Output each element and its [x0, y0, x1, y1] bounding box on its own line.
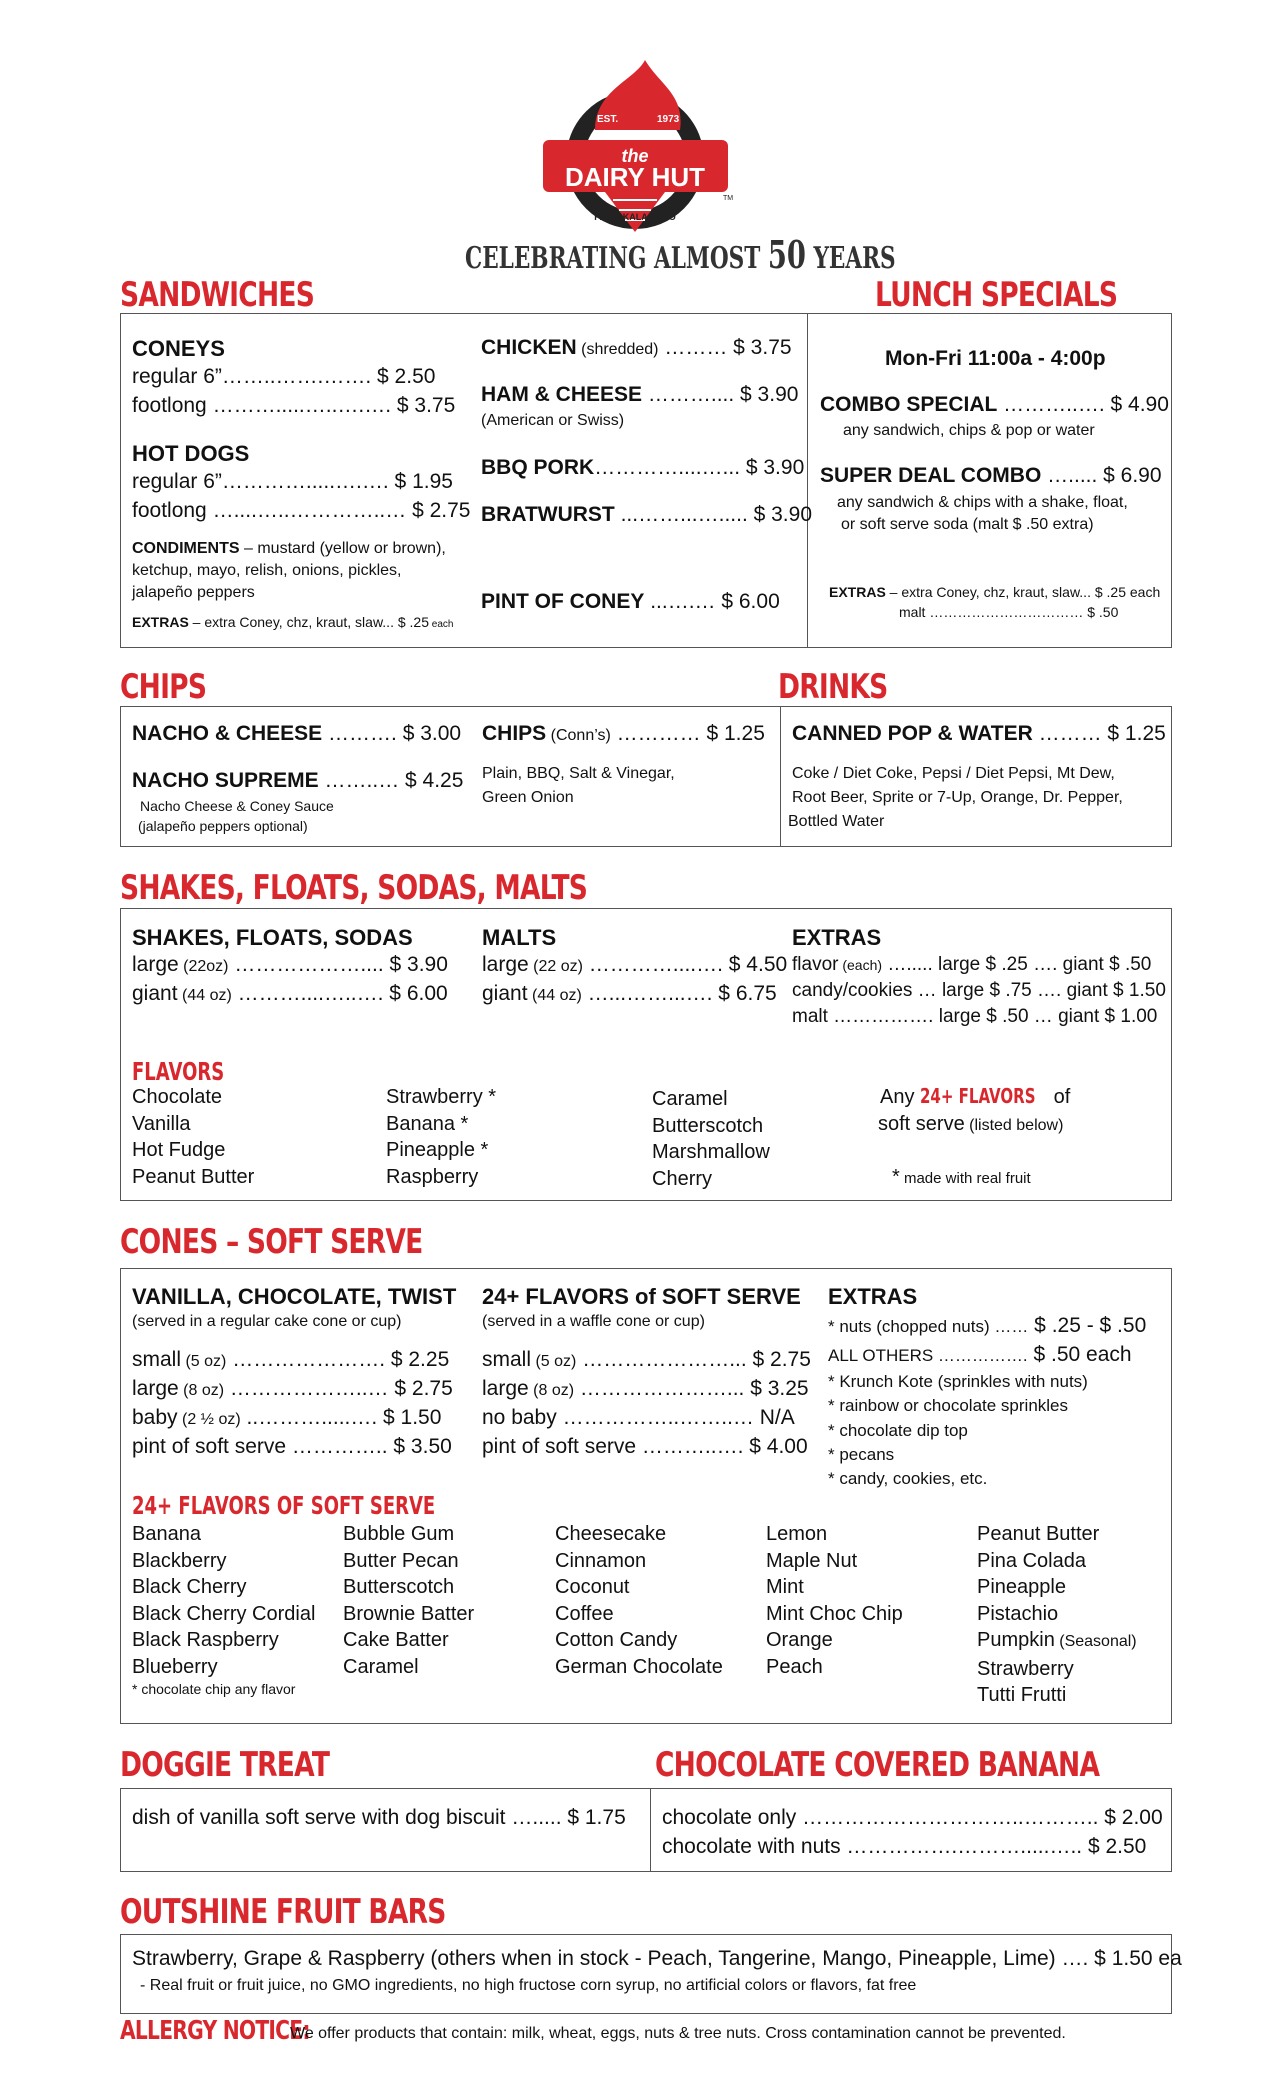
pint-of-coney: PINT OF CONEY ...….… $ 6.00 — [481, 590, 780, 613]
divider — [650, 1788, 651, 1872]
list-item: Pineapple — [977, 1576, 1066, 1598]
flavor-column-3 — [652, 1086, 770, 1192]
list-item: * candy, cookies, etc. — [828, 1469, 988, 1489]
dairy-hut-logo — [535, 60, 740, 238]
list-item: Peanut Butter — [132, 1165, 255, 1188]
f24-large: large (8 oz) …………………... $ 3.25 — [482, 1377, 809, 1400]
tagline: CELEBRATING ALMOST 50 YEARS — [465, 232, 896, 277]
cone-extras-title: EXTRAS — [828, 1284, 918, 1309]
vct-small: small (5 oz) …………………. $ 2.25 — [132, 1348, 450, 1371]
vct-large: large (8 oz) ………………..… $ 2.75 — [132, 1377, 453, 1400]
soft-serve-column-5 — [977, 1521, 1137, 1709]
f24-title: 24+ FLAVORS of SOFT SERVE — [482, 1284, 801, 1309]
svg-text:1973: 1973 — [657, 114, 680, 125]
list-item: Cherry — [652, 1167, 713, 1190]
condiments: CONDIMENTS – mustard (yellow or brown), ketchup, mayo, relish, onions, pickles, jalapeño peppers — [132, 540, 446, 601]
ham-cheese: HAM & CHEESE ……….... $ 3.90 — [481, 383, 799, 406]
list-item: Blueberry — [132, 1655, 218, 1678]
list-item: Orange — [766, 1629, 833, 1651]
list-item: Coffee — [555, 1602, 614, 1625]
combo-note: any sandwich, chips & pop or water — [843, 422, 1095, 439]
list-item: Strawberry * — [386, 1086, 497, 1108]
hotdog-footlong: footlong …....…..…………..… $ 2.75 — [132, 499, 471, 522]
f24-note: (served in a waffle cone or cup) — [482, 1313, 705, 1330]
list-item: Caramel — [343, 1655, 419, 1678]
vct-note: (served in a regular cake cone or cup) — [132, 1313, 402, 1330]
list-item: Pineapple * — [386, 1139, 489, 1161]
svg-text:EST.: EST. — [597, 114, 619, 125]
shake-large: large (22oz) ……………….... $ 3.90 — [132, 953, 448, 976]
list-item: Blackberry — [132, 1549, 227, 1572]
list-item: Peanut Butter — [977, 1523, 1100, 1545]
list-item: * Krunch Kote (sprinkles with nuts) — [828, 1372, 1088, 1391]
list-item: Banana * — [386, 1112, 469, 1135]
ham-note: (American or Swiss) — [481, 412, 625, 429]
f24-pint: pint of soft serve ………..…. $ 4.00 — [482, 1435, 808, 1458]
nacho-cheese: NACHO & CHEESE ………. $ 3.00 — [132, 722, 462, 745]
list-item: Mint Choc Chip — [766, 1602, 903, 1625]
doggie-treat-heading: DOGGIE TREAT — [120, 1745, 330, 1785]
flavor-column-2 — [386, 1084, 496, 1190]
shakes-floats-sodas: SHAKES, FLOATS, SODAS — [132, 925, 413, 950]
f24-small: small (5 oz) …………………... $ 2.75 — [482, 1348, 811, 1371]
fruit-bars-note: - Real fruit or fruit juice, no GMO ingredients, no high fructose corn syrup, no artificial colors or flavors, fat free — [140, 1977, 917, 1994]
super-deal-combo: SUPER DEAL COMBO …..... $ 6.90 — [820, 464, 1162, 487]
divider — [780, 706, 781, 847]
combo-special: COMBO SPECIAL ………..…. $ 4.90 — [820, 393, 1169, 416]
list-item: Cotton Candy — [555, 1629, 678, 1651]
any-flavors-note: Any 24+ FLAVORS of — [880, 1084, 1071, 1108]
list-item-note: (Seasonal) — [1054, 1633, 1137, 1650]
nacho-supreme: NACHO SUPREME ……..… $ 4.25 — [132, 769, 464, 792]
drinks-heading: DRINKS — [778, 667, 888, 707]
real-fruit-note: * made with real fruit — [892, 1166, 1031, 1188]
flavor-column-1 — [132, 1084, 254, 1190]
list-item: Banana — [132, 1523, 201, 1545]
extra-candy: candy/cookies … large $ .75 …. giant $ 1.50 — [792, 980, 1166, 1001]
fruit-bars-heading: OUTSHINE FRUIT BARS — [120, 1892, 446, 1932]
list-item: Raspberry — [386, 1165, 479, 1188]
list-item: Black Raspberry — [132, 1629, 279, 1651]
list-item: Butterscotch — [343, 1576, 455, 1598]
extra-items — [828, 1370, 1088, 1491]
vct-title: VANILLA, CHOCOLATE, TWIST — [132, 1284, 457, 1309]
doggie-line: dish of vanilla soft serve with dog biscuit …..... $ 1.75 — [132, 1806, 626, 1829]
soft-serve-column-2 — [343, 1521, 474, 1680]
lunch-hours: Mon-Fri 11:00a - 4:00p — [885, 347, 1106, 370]
coneys-title: CONEYS — [132, 336, 225, 361]
extra-malt: malt ……………. large $ .50 … giant $ 1.00 — [792, 1006, 1158, 1027]
canned-pop: CANNED POP & WATER ……… $ 1.25 — [792, 722, 1166, 745]
fruit-bars-line: Strawberry, Grape & Raspberry (others when in stock - Peach, Tangerine, Mango, Pineapple, Lime) …. $ 1.50 ea — [132, 1947, 1182, 1970]
list-item: Cinnamon — [555, 1549, 647, 1572]
hotdogs-title: HOT DOGS — [132, 441, 250, 466]
list-item: * chocolate dip top — [828, 1420, 968, 1440]
extra-all-others: ALL OTHERS ……………. $ .50 each — [828, 1343, 1132, 1366]
drink-list: Coke / Diet Coke, Pepsi / Diet Pepsi, Mt Dew, Root Beer, Sprite or 7-Up, Orange, Dr. Pepper, Bottled Water — [788, 765, 1123, 830]
shake-extras-title: EXTRAS — [792, 925, 882, 950]
choc-chip-note: * chocolate chip any flavor — [132, 1681, 296, 1697]
list-item: Coconut — [555, 1576, 630, 1598]
svg-text:TM: TM — [723, 195, 734, 202]
lunch-extras: EXTRAS – extra Coney, chz, kraut, slaw... $ .25 each malt …………………………… $ .50 — [829, 584, 1161, 620]
list-item: Mint — [766, 1576, 804, 1598]
soft-serve-column-3 — [555, 1521, 723, 1680]
list-item: Black Cherry — [132, 1576, 247, 1598]
supreme-note: Nacho Cheese & Coney Sauce (jalapeño peppers optional) — [138, 798, 334, 834]
divider — [807, 313, 808, 648]
bbq-pork: BBQ PORK…………....…... $ 3.90 — [481, 456, 805, 479]
shakes-heading: SHAKES, FLOATS, SODAS, MALTS — [120, 868, 588, 908]
list-item: Maple Nut — [766, 1549, 858, 1572]
allergy-heading: ALLERGY NOTICE: — [120, 2016, 310, 2046]
soft-serve-flavors-heading: 24+ FLAVORS OF SOFT SERVE — [132, 1491, 436, 1520]
sandwich-extras: EXTRAS – extra Coney, chz, kraut, slaw... $ .25 each — [132, 614, 454, 630]
malts-title: MALTS — [482, 925, 557, 950]
list-item: * pecans — [828, 1444, 895, 1464]
super-note: any sandwich & chips with a shake, float, or soft serve soda (malt $ .50 extra) — [837, 494, 1128, 533]
bratwurst: BRATWURST ...……...…..... $ 3.90 — [481, 503, 812, 526]
soft-serve-column-1 — [132, 1521, 315, 1680]
flavors-heading: FLAVORS — [132, 1057, 225, 1086]
list-item: Chocolate — [132, 1086, 223, 1108]
chicken: CHICKEN (shredded) ……… $ 3.75 — [481, 336, 792, 359]
list-item: Bubble Gum — [343, 1523, 455, 1545]
coney-regular: regular 6”……..…….……. $ 2.50 — [132, 365, 436, 388]
vct-baby: baby (2 ½ oz) ..……….....…. $ 1.50 — [132, 1406, 442, 1429]
logo-name: DAIRY HUT — [564, 162, 706, 192]
list-item: Pina Colada — [977, 1549, 1086, 1572]
chip-flavors: Plain, BBQ, Salt & Vinegar, Green Onion — [482, 765, 675, 806]
list-item: Brownie Batter — [343, 1602, 475, 1625]
list-item: Cake Batter — [343, 1629, 449, 1651]
cones-heading: CONES – SOFT SERVE — [120, 1222, 423, 1262]
extra-flavor: flavor (each) …..... large $ .25 …. giant $ .50 — [792, 954, 1152, 975]
list-item: Black Cherry Cordial — [132, 1602, 316, 1625]
banana-heading: CHOCOLATE COVERED BANANA — [655, 1745, 1100, 1785]
list-item: Strawberry — [977, 1657, 1074, 1680]
list-item: German Chocolate — [555, 1655, 723, 1678]
list-item: Pumpkin (Seasonal) — [977, 1629, 1137, 1651]
list-item: Peach — [766, 1655, 823, 1678]
malt-large: large (22 oz) …………....…. $ 4.50 — [482, 953, 788, 976]
vct-pint: pint of soft serve ………….. $ 3.50 — [132, 1435, 452, 1458]
soft-serve-column-4 — [766, 1521, 903, 1680]
list-item: Tutti Frutti — [977, 1684, 1067, 1706]
banana-plain: chocolate only …………………………..……….. $ 2.00 — [662, 1806, 1163, 1829]
list-item: Lemon — [766, 1523, 828, 1545]
sandwiches-heading: SANDWICHES — [120, 275, 315, 315]
coney-footlong: footlong ……….....…..….…. $ 3.75 — [132, 394, 456, 417]
conns-chips: CHIPS (Conn’s) ………… $ 1.25 — [482, 722, 765, 745]
list-item: Butterscotch — [652, 1114, 764, 1137]
malt-giant: giant (44 oz) …...……...…. $ 6.75 — [482, 982, 777, 1005]
soft-serve-listed: soft serve (listed below) — [878, 1113, 1064, 1135]
list-item: * rainbow or chocolate sprinkles — [828, 1396, 1069, 1416]
list-item: Hot Fudge — [132, 1139, 226, 1161]
list-item: Caramel — [652, 1088, 728, 1110]
svg-text:PATASKALA, OHIO: PATASKALA, OHIO — [594, 212, 676, 222]
svg-text:the: the — [621, 146, 649, 166]
list-item: Cheesecake — [555, 1523, 667, 1545]
shake-giant: giant (44 oz) ………....…..…. $ 6.00 — [132, 982, 448, 1005]
list-item: Vanilla — [132, 1112, 191, 1135]
list-item: Butter Pecan — [343, 1549, 459, 1572]
extra-nuts: * nuts (chopped nuts) …… $ .25 - $ .50 — [828, 1314, 1147, 1337]
allergy-text: We offer products that contain: milk, wheat, eggs, nuts & tree nuts. Cross contamination cannot be prevented. — [290, 2025, 1066, 2042]
list-item: Pistachio — [977, 1602, 1059, 1625]
chips-heading: CHIPS — [120, 667, 207, 707]
hotdog-regular: regular 6”………….....….…. $ 1.95 — [132, 470, 453, 493]
list-item: Marshmallow — [652, 1141, 770, 1163]
lunch-specials-heading: LUNCH SPECIALS — [875, 275, 1118, 315]
banana-nuts: chocolate with nuts …………….……….....….. $ 2.50 — [662, 1835, 1147, 1858]
f24-baby: no baby ……………..……..… N/A — [482, 1406, 795, 1429]
